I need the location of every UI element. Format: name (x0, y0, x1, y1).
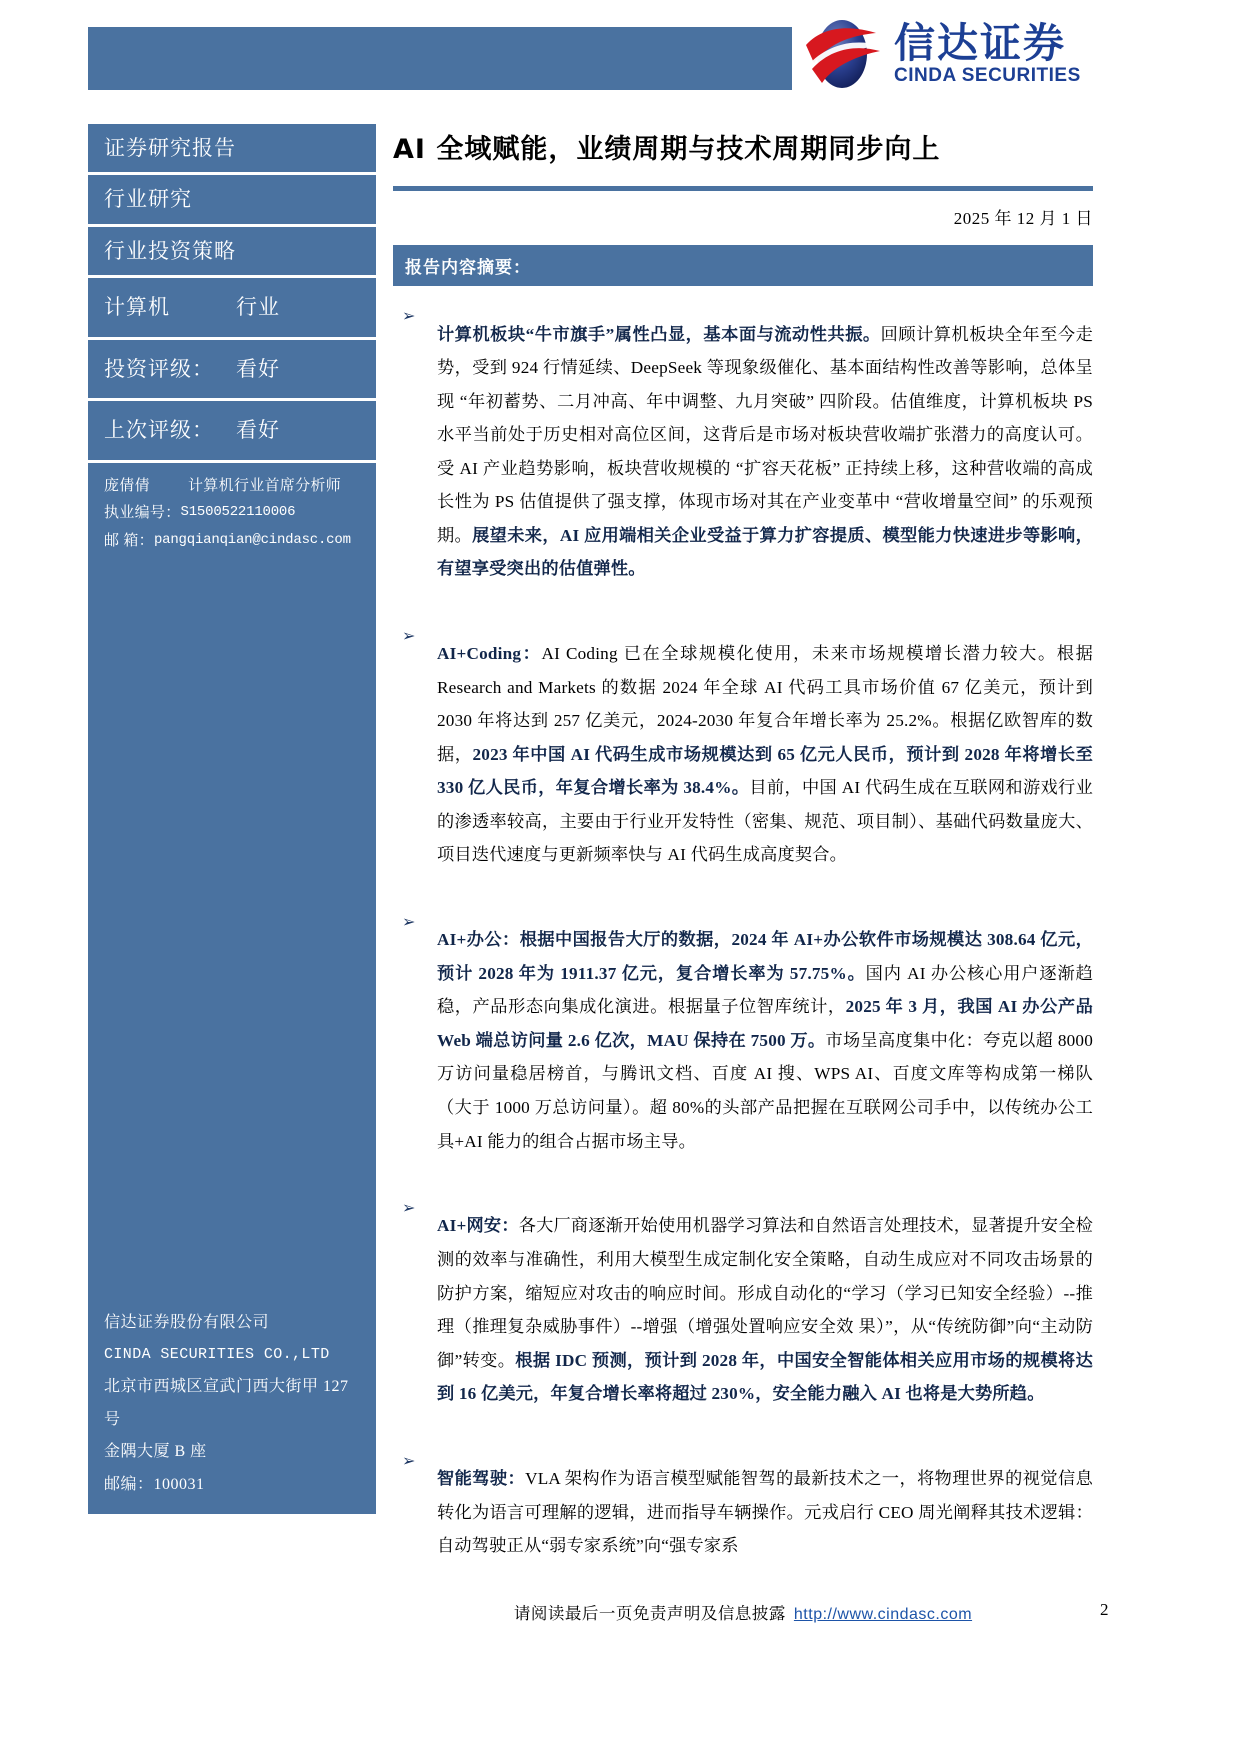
bullet-paragraph: 回顾计算机板块全年至今走势，受到 924 行情延续、DeepSeek 等现象级催化、基本面结构性改善等影响，总体呈现 “年初蓄势、二月冲高、年中调整、九月突破” 四阶段。估值维度，计算机板块 PS 水平当前处于历史相对高位区间，这背后是市场对板块营收端扩张潜力的高度认可。受 AI 产业趋势影响，板块营收规模的 “扩容天花板” 正持续上移，这种营收端的高成长性为 PS 估值提供了强支撑，体现市场对其在产业变革中 “营收增量空间” 的乐观预期。 (437, 324, 1093, 545)
bullet-emphasis-mid-1: 根据中国报告大厅的数据，2024 年 AI+办公软件市场规模达 308.64 亿元，预计 2028 年为 1911.37 亿元，复合增长率为 57.75%。 (437, 930, 1093, 983)
company-postcode: 邮编：100031 (104, 1476, 205, 1494)
sidebar-filler (88, 570, 376, 1299)
company-address-line-2: 金隅大厦 B 座 (104, 1443, 207, 1461)
company-name-cn: 信达证券股份有限公司 (104, 1314, 270, 1332)
company-name-en: CINDA SECURITIES CO.,LTD (104, 1346, 330, 1364)
bullet-emphasis-tail: 根据 IDC 预测，预计到 2028 年，中国安全智能体相关应用市场的规模将达到 16 亿美元，年复合增长率将超过 230%，安全能力融入 AI 也将是大势所趋。 (437, 1350, 1093, 1404)
bullet-heading: 智能驾驶： (437, 1469, 526, 1488)
title-divider (393, 186, 1093, 191)
bullet-heading: AI+网安： (437, 1216, 519, 1236)
bullet-ai-security (393, 1192, 1093, 1428)
sidebar-tag-industry-strategy: 行业投资策略 (88, 227, 376, 275)
bullet-emphasis-mid-2: 2025 年 3 月，我国 AI 办公产品 Web 端总访问量 2.6 亿次，MAU 保持在 7500 万。 (437, 997, 1093, 1050)
bullet-paragraph-2: 市场呈高度集中化：夸克以超 8000 万访问量稳居榜首，与腾讯文档、百度 AI 搜、WPS AI、百度文库等构成第一梯队（大于 1000 万总访问量）。超 80%的头部产品把握在互联网公司手中，以传统办公工具+AI 能力的组合占据市场主导。 (437, 1030, 1093, 1151)
bullet-arrow-icon: ➢ (402, 306, 416, 326)
company-address-line-1: 北京市西城区宣武门西大街甲 127 号 (104, 1377, 349, 1428)
analyst-title: 计算机行业首席分析师 (188, 477, 342, 494)
bullet-paragraph: 国内 AI 办公核心用户逐渐趋稳，产品形态向集成化演进。根据量子位智库统计， (437, 963, 1093, 1017)
header-accent-bar (88, 27, 792, 90)
bullet-emphasis-mid: 2023 年中国 AI 代码生成市场规模达到 65 亿元人民币，预计到 2028 年将增长至 330 亿人民币，年复合增长率为 38.4%。 (437, 744, 1093, 798)
bullet-arrow-icon: ➢ (402, 1450, 416, 1470)
left-sidebar (88, 124, 376, 1514)
bullet-paragraph: VLA 架构作为语言模型赋能智驾的最新技术之一，将物理世界的视觉信息转化为语言可理解的逻辑，进而指导车辆操作。元戎启行 CEO 周光阐释其技术逻辑：自动驾驶正从“弱专家系统”向“强专家系 (437, 1469, 1093, 1556)
meta-value-industry: 行业 (236, 295, 280, 320)
company-logo (800, 14, 1190, 94)
bullet-smart-driving (393, 1445, 1093, 1580)
bullet-text (437, 1462, 1093, 1563)
bullet-text (437, 923, 1093, 1158)
bullet-paragraph-2: 目前，中国 AI 代码生成在互联网和游戏行业的渗透率较高，主要由于行业开发特性（密集、规范、项目制）、基础代码数量庞大、项目迭代速度与更新频率快与 AI 代码生成高度契合。 (437, 778, 1093, 865)
meta-value-previous-rating: 看好 (236, 418, 280, 443)
analyst-info (88, 463, 376, 570)
summary-section-heading: 报告内容摘要： (393, 245, 1093, 286)
report-date: 2025 年 12 月 1 日 (953, 209, 1093, 229)
analyst-email-row (104, 528, 362, 556)
bullet-ai-coding (393, 620, 1093, 889)
analyst-email-label: 邮 箱： (104, 533, 154, 550)
analyst-license-label: 执业编号： (104, 505, 181, 522)
sidebar-tag-research-report: 证券研究报告 (88, 124, 376, 172)
bullet-text (437, 637, 1093, 872)
main-content (393, 124, 1093, 1597)
bullet-heading: AI+Coding： (437, 644, 542, 664)
footer-website-link[interactable]: http://www.cindasc.com (793, 1606, 973, 1623)
bullet-paragraph: AI Coding 已在全球规模化使用，未来市场规模增长潜力较大。根据 Research and Markets 的数据 2024 年全球 AI 代码工具市场价值 67 亿美元，预计到 2030 年将达到 257 亿美元，2024-2030 年复合年增长率为 25.2%。根据亿欧智库的数据， (437, 644, 1093, 764)
bullet-market-overview (393, 300, 1093, 603)
cinda-emblem-icon (800, 17, 884, 91)
bullet-arrow-icon: ➢ (402, 912, 416, 932)
analyst-license-row (104, 500, 362, 528)
sidebar-tag-industry-research: 行业研究 (88, 175, 376, 223)
logo-name-en: CINDA SECURITIES (894, 64, 1081, 86)
meta-value-rating: 看好 (236, 356, 280, 381)
page-title: AI 全域赋能，业绩周期与技术周期同步向上 (393, 134, 941, 165)
company-address-block (88, 1299, 376, 1514)
logo-name-cn: 信达证券 (894, 18, 1066, 67)
bullet-heading: AI+办公： (437, 930, 520, 950)
sidebar-meta-industry (88, 278, 376, 336)
meta-key-rating: 投资评级： (104, 356, 214, 381)
sidebar-meta-previous-rating (88, 401, 376, 459)
page-number: 2 (1100, 1600, 1109, 1619)
bullet-emphasis-tail: 展望未来，AI 应用端相关企业受益于算力扩容提质、模型能力快速进步等影响，有望享受突出的估值弹性。 (437, 525, 1093, 579)
bullet-heading: 计算机板块“牛市旗手”属性凸显，基本面与流动性共振。 (437, 324, 881, 344)
analyst-license-number: S1500522110006 (180, 504, 296, 521)
page-footer (393, 1600, 1093, 1624)
bullet-text (437, 318, 1093, 586)
bullet-paragraph: 各大厂商逐渐开始使用机器学习算法和自然语言处理技术，显著提升安全检测的效率与准确性，利用大模型生成定制化安全策略，自动生成应对不同攻击场景的防护方案，缩短应对攻击的响应时间。形成自动化的“学习（学习已知安全经验）--推理（推理复杂威胁事件）--增强（增强处置响应安全效 果）”，从“传统防御”向“主动防御”转变。 (437, 1216, 1093, 1370)
bullet-arrow-icon: ➢ (402, 626, 416, 646)
meta-key-previous-rating: 上次评级： (104, 418, 214, 443)
bullet-ai-office (393, 906, 1093, 1175)
bullet-text (437, 1209, 1093, 1410)
logo-wordmark (894, 18, 1081, 87)
analyst-email[interactable]: pangqianqian@cindasc.com (153, 532, 351, 549)
bullet-arrow-icon: ➢ (402, 1198, 416, 1218)
analyst-name: 庞倩倩 (104, 477, 150, 494)
meta-key-industry: 计算机 (104, 295, 170, 320)
sidebar-meta-rating (88, 340, 376, 398)
summary-bullet-list (393, 300, 1093, 1579)
footer-disclaimer: 请阅读最后一页免责声明及信息披露 (513, 1604, 786, 1623)
analyst-name-row (104, 473, 362, 501)
page-header (0, 0, 1241, 100)
